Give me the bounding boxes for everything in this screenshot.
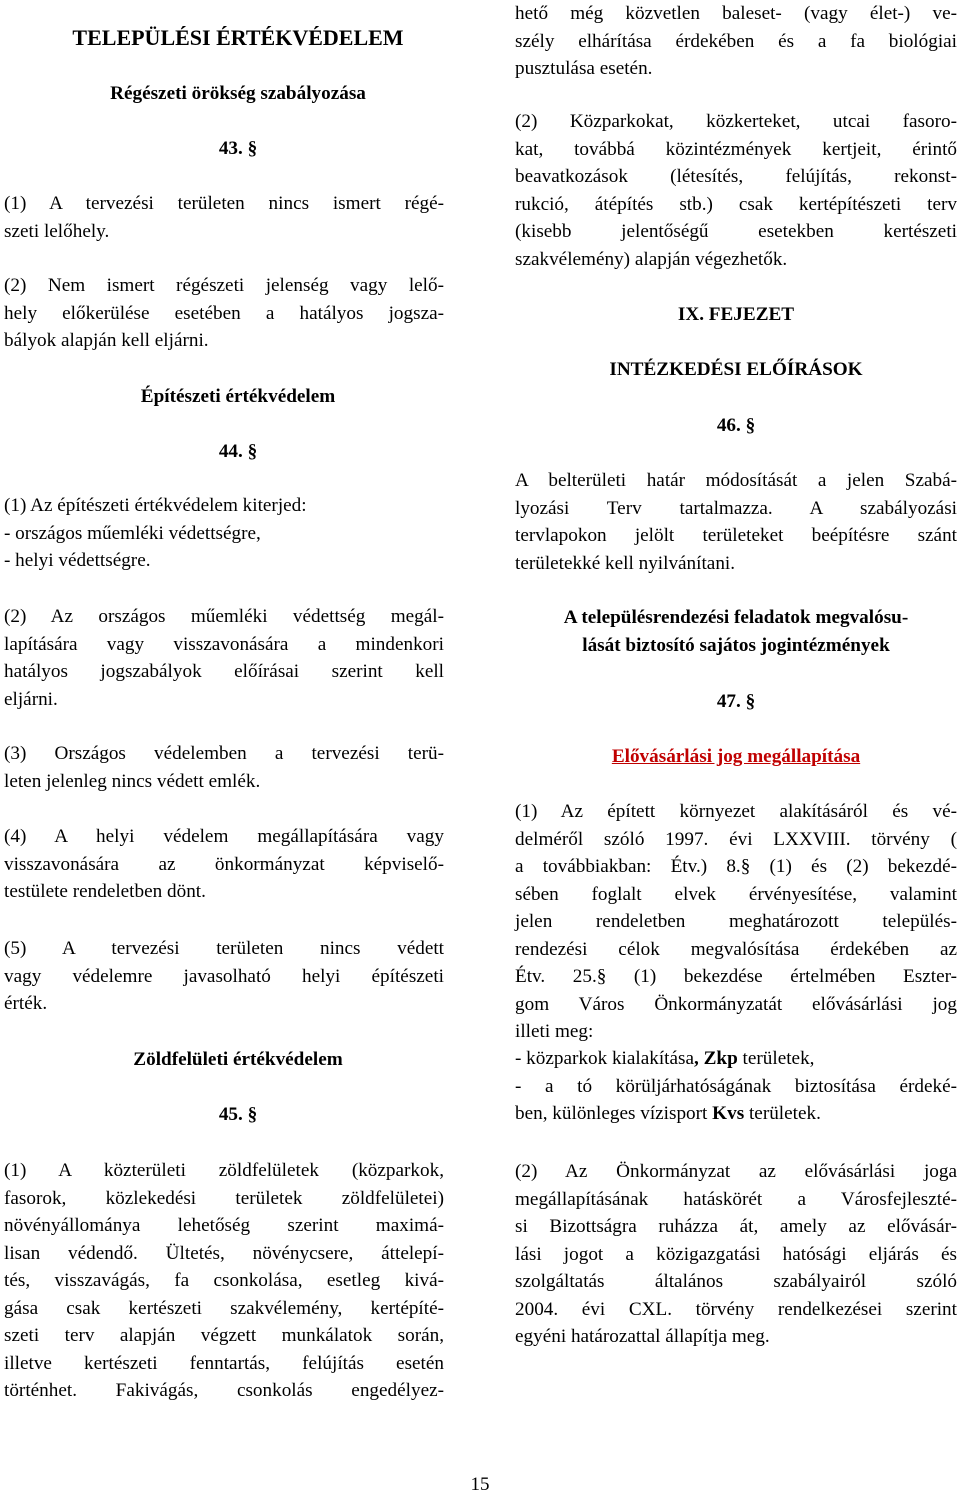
- text-line: (5) A tervezési területen nincs védett: [4, 938, 444, 959]
- paragraph-45-1: [4, 1157, 444, 1405]
- text-line: (1) A közterületi zöldfelületek (közparkok,: [4, 1160, 444, 1181]
- text-line: gása csak kertészeti szakvélemény, kertépíté-: [4, 1297, 444, 1319]
- paragraph-44-1: [4, 492, 444, 575]
- paragraph-47-list: [515, 1045, 957, 1128]
- paragraph-43-1: [4, 190, 444, 245]
- text-line: (3) Országos védelemben a tervezési terü-: [4, 743, 444, 764]
- text-line: jelen rendeletben meghatározott település-: [515, 911, 957, 932]
- section-45: 45. §: [218, 1104, 258, 1125]
- text-line: lisan védendő. Ültetés, növénycsere, áttelepí-: [4, 1242, 444, 1264]
- paragraph-44-3: [4, 740, 444, 795]
- list-item-to: - a tó körüljárhatóságának biztosítása érdeké-: [515, 1075, 957, 1097]
- text-line: leten jelenleg nincs védett emlék.: [4, 770, 261, 792]
- text-line: (1) Az építészeti értékvédelem kiterjed:: [4, 495, 307, 516]
- heading-telepulesrendezesi-line: lását biztosító sajátos jogintézmények: [582, 634, 890, 656]
- text-line: lyozási Terv tartalmazza. A szabályozási: [515, 497, 957, 519]
- heading-telepulesrendezesi: [515, 604, 957, 659]
- text-line: si Bizottságra ruházza át, amely az elővásár-: [515, 1216, 957, 1237]
- text-line: fasorok, közlekedési területek zöldfelületei): [4, 1187, 444, 1209]
- text-line: hely előkerülése esetében a hatályos jogsza-: [4, 302, 444, 324]
- section-44: 44. §: [218, 441, 258, 462]
- text-line: a továbbiakban: Étv.) 8.§ (1) és (2) bekezdé-: [515, 856, 957, 877]
- text-line: kat, továbbá közintézmények kertjeit, érintő: [515, 138, 957, 160]
- heading-epiteszeti: Építészeti értékvédelem: [140, 386, 336, 407]
- text-line: (2) Közparkokat, közkerteket, utcai fasoro-: [515, 111, 957, 132]
- text-line: rukció, átépítés stb.) csak kertépítészeti terv: [515, 193, 957, 215]
- text-line: hatályos jogszabályok előírásai szerint kell: [4, 661, 444, 682]
- heading-telepulesrendezesi-line: A településrendezési feladatok megvalósu-: [563, 607, 909, 628]
- text-line: növényállománya lehetőség szerint maximá-: [4, 1215, 444, 1236]
- text-line: visszavonására az önkormányzat képviselő-: [4, 853, 444, 875]
- text-line: (4) A helyi védelem megállapítására vagy: [4, 826, 444, 847]
- text-line: lapítására vagy visszavonására a mindenkori: [4, 633, 444, 655]
- text-line: szély elhárítása érdekében és a fa biológiai: [515, 30, 957, 52]
- text-line: beavatkozások (létesítés, felújítás, rekonst-: [515, 166, 957, 187]
- text-line: 2004. évi CXL. törvény rendelkezései szerint: [515, 1298, 957, 1320]
- list-item-to-cont: ben, különleges vízisport Kvs területek.: [515, 1103, 821, 1124]
- heading-elovasarlasi: Elővásárlási jog megállapítása: [611, 746, 861, 767]
- text-line: eljárni.: [4, 688, 58, 710]
- text-line: pusztulása esetén.: [515, 58, 653, 79]
- heading-zoldfeluleti: Zöldfelületi értékvédelem: [133, 1049, 343, 1070]
- paragraph-45-1-continued: [515, 0, 957, 83]
- text-line: gom Város Önkormányzatát elővásárlási jog: [515, 993, 957, 1015]
- text-line: (1) Az épített környezet alakításáról és vé-: [515, 801, 957, 822]
- list-item-kozparkok: - közparkok kialakítása, Zkp területek,: [515, 1048, 815, 1069]
- text-line: illeti meg:: [515, 1021, 594, 1042]
- text-line: egyéni határozattal állapítja meg.: [515, 1326, 770, 1347]
- page-number: 15: [470, 1474, 490, 1495]
- text-line: (kisebb jelentőségű esetekben kertészeti: [515, 221, 957, 242]
- text-line: sében foglalt elvek érvényesítése, valamint: [515, 883, 957, 905]
- text-line: szeti lelőhely.: [4, 220, 110, 242]
- text-line: tés, visszavágás, fa csonkolása, esetleg kivá-: [4, 1270, 444, 1291]
- text-line: - helyi védettségre.: [4, 550, 151, 571]
- text-line: szakvélemény) alapján végezhetők.: [515, 248, 788, 270]
- paragraph-43-2: [4, 272, 444, 355]
- section-47: 47. §: [716, 691, 756, 712]
- text-line: bályok alapján kell eljárni.: [4, 330, 209, 351]
- section-46: 46. §: [716, 415, 756, 436]
- paragraph-47-2: [515, 1158, 957, 1351]
- text-line: testülete rendeletben dönt.: [4, 881, 206, 902]
- text-line: Étv. 25.§ (1) bekezdése értelmében Eszter-: [515, 966, 957, 987]
- text-line: illetve kertészeti fenntartás, felújítás esetén: [4, 1352, 444, 1374]
- text-line: A belterületi határ módosítását a jelen Szabá-: [515, 470, 957, 491]
- text-line: rendezési célok megvalósítása érdekében az: [515, 938, 957, 960]
- text-line: - országos műemléki védettségre,: [4, 522, 261, 544]
- text-line: (2) Nem ismert régészeti jelenség vagy lelő-: [4, 275, 444, 296]
- paragraph-47-1: [515, 798, 957, 1046]
- text-line: hető még közvetlen baleset- (vagy élet-) ve-: [515, 3, 957, 24]
- text-line: tervlapokon jelölt területeket beépítésre szánt: [515, 525, 957, 546]
- text-line: (1) A tervezési területen nincs ismert régé-: [4, 193, 444, 214]
- page-title: TELEPÜLÉSI ÉRTÉKVÉDELEM: [72, 25, 404, 50]
- paragraph-45-2: [515, 108, 957, 273]
- section-43: 43. §: [218, 138, 258, 159]
- text-line: érték.: [4, 993, 48, 1014]
- heading-regeszeti: Régészeti örökség szabályozása: [110, 83, 366, 104]
- text-line: szolgáltatás általános szabályairól szóló: [515, 1271, 957, 1292]
- paragraph-46: [515, 467, 957, 577]
- text-line: megállapításának hatáskörét a Városfejleszté-: [515, 1188, 957, 1210]
- text-line: delméről szóló 1997. évi LXXVIII. törvény (: [515, 828, 957, 850]
- text-line: (2) Az országos műemléki védettség megál-: [4, 606, 444, 627]
- text-line: vagy védelemre javasolható helyi építészeti: [4, 965, 444, 987]
- paragraph-44-4: [4, 823, 444, 906]
- paragraph-44-2: [4, 603, 444, 713]
- chapter-title: INTÉZKEDÉSI ELŐÍRÁSOK: [609, 359, 863, 380]
- text-line: (2) Az Önkormányzat az elővásárlási joga: [515, 1161, 957, 1182]
- text-line: szeti terv alapján végzett munkálatok során,: [4, 1325, 444, 1346]
- paragraph-44-5: [4, 935, 444, 1018]
- text-line: történhet. Fakivágás, csonkolás engedélyez-: [4, 1380, 444, 1401]
- text-line: lási jogot a közigazgatási hatósági eljárás és: [515, 1243, 957, 1265]
- text-line: területekké kell nyilvánítani.: [515, 552, 736, 574]
- chapter-number: IX. FEJEZET: [677, 304, 795, 325]
